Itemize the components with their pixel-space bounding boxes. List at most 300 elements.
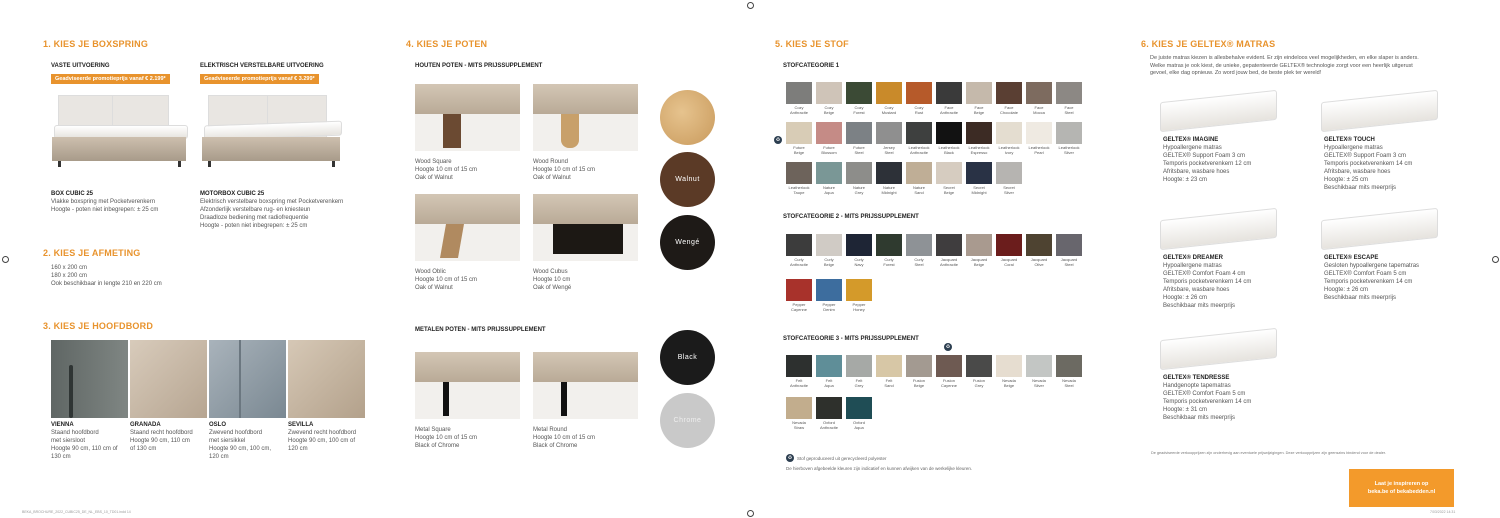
mattress-line: Afritsbare, wasbare hoes xyxy=(1324,169,1391,175)
fabric-label: Jersey Steel xyxy=(883,145,895,155)
mattress-line: Hoogte: ± 23 cm xyxy=(1163,177,1207,183)
fabric-swatch[interactable] xyxy=(1056,234,1082,267)
leg-line: Hoogte 10 cm xyxy=(533,277,571,283)
fabric-label: Fusion Beige xyxy=(912,378,925,388)
fabric-label: Jacquard Anthracite xyxy=(939,257,958,267)
fabric-label: Leatherlook Black xyxy=(938,145,960,155)
mattress-line: Hoogte: ± 25 cm xyxy=(1324,177,1368,183)
intro-line: Welke matras je ook kiest, de unieke, gepatenteerde GELTEX® technologie zorgt voor een heerlijk uitgerust xyxy=(1150,62,1413,69)
fabric-label: Leatherlook Ivory xyxy=(998,145,1020,155)
fabric-swatch[interactable] xyxy=(966,82,992,115)
leg-line: Oak of Walnut xyxy=(415,285,453,291)
registration-mark xyxy=(1492,256,1499,263)
registration-mark xyxy=(747,510,754,517)
fabric-swatch[interactable] xyxy=(816,234,842,267)
fabric-swatch[interactable] xyxy=(996,82,1022,115)
fabric-swatch[interactable] xyxy=(936,162,962,195)
headboard-line: 120 cm xyxy=(209,454,229,460)
cta-line: Laat je inspireren op xyxy=(1374,481,1429,487)
finish-swatch xyxy=(660,90,715,145)
fabric-label: Nature Aqua xyxy=(822,185,835,195)
headboard-line: Zwevend hoofdbord xyxy=(209,430,263,436)
size-option: 160 x 200 cm xyxy=(51,265,88,271)
finish-swatch xyxy=(660,393,715,448)
headboard-line: Staand hoofdbord xyxy=(51,430,99,436)
fabric-label: Secret Midnight xyxy=(971,185,987,195)
fabric-label: Curly Beige xyxy=(823,257,835,267)
fabric-label: Jacquard Steel xyxy=(1060,257,1078,267)
headboard-line: Hoogte 90 cm, 100 cm of xyxy=(288,438,356,444)
fabric-color xyxy=(846,279,872,301)
fabric-color xyxy=(1056,355,1082,377)
fabric-swatch[interactable] xyxy=(906,82,932,115)
fabric-label: Curly Navy xyxy=(854,257,864,267)
headboard-sevilla-text xyxy=(288,421,365,453)
mattress-image xyxy=(1321,208,1438,250)
leg-line: Wood Oblic xyxy=(415,269,446,275)
size-option: Ook beschikbaar in lengte 210 en 220 cm xyxy=(51,281,162,287)
intro-line: De juiste matras kiezen is allesbehalve evident. Er zijn eindeloos veel mogelijkheden, en elke slaper is anders. xyxy=(1150,55,1419,61)
mattress-line: Beschikbaar mits meerprijs xyxy=(1163,303,1236,309)
finish-swatch xyxy=(660,330,715,385)
leg-image xyxy=(533,352,638,419)
fabric-label: Felt Sand xyxy=(884,378,894,388)
headboard-name: VIENNA xyxy=(51,422,74,428)
fixed-promo-badge: Geadviseerde promotieprijs vanaf € 2.199* xyxy=(51,74,170,84)
leg-line: Hoogte 10 cm of 15 cm xyxy=(533,167,596,173)
intro-line: gevoel, elke dag opnieuw. Zo word jouw bed, de beste plek ter wereld! xyxy=(1150,70,1322,76)
recycled-icon: ♻ xyxy=(945,344,951,350)
fabric-color xyxy=(786,82,812,104)
leg-image xyxy=(415,84,520,151)
motorbox-line: Hoogte - poten niet inbegrepen: ± 25 cm xyxy=(200,223,308,229)
fabric-color xyxy=(846,355,872,377)
headboard-line: Hoogte 90 cm, 110 cm xyxy=(130,438,190,444)
fabric-color xyxy=(996,355,1022,377)
finish-swatch xyxy=(660,152,715,207)
fabric-label: Jacquard Beige xyxy=(970,257,988,267)
headboard-line: of 130 cm xyxy=(130,446,157,452)
fabric-color xyxy=(816,162,842,184)
fabric-label: Nevada Beige xyxy=(1002,378,1016,388)
fabric-swatch[interactable] xyxy=(876,162,902,195)
fabric-swatch[interactable] xyxy=(996,234,1022,267)
fabric-color xyxy=(786,279,812,301)
fabric-swatch[interactable] xyxy=(786,355,812,388)
electric-version-label: ELEKTRISCH VERSTELBARE UITVOERING xyxy=(200,63,324,69)
mattress-line: Temporis pocketverenkern 14 cm xyxy=(1163,279,1252,285)
mattress-name: GELTEX® TENDRESSE xyxy=(1163,375,1230,381)
motorbox-line: Draadloze bediening met radiofrequentie xyxy=(200,215,309,221)
fabric-color xyxy=(1056,82,1082,104)
leg-line: Black of Chrome xyxy=(415,443,460,449)
mattress-image xyxy=(1160,90,1277,132)
fabric-label: Pepper Honey xyxy=(852,302,866,312)
box-cubic-description xyxy=(51,190,196,214)
leg-description xyxy=(415,158,525,182)
fabric-category-2-title: STOFCATEGORIE 2 - MITS PRIJSSUPPLEMENT xyxy=(783,214,919,220)
fabric-color xyxy=(846,397,872,419)
leg-image xyxy=(415,352,520,419)
metal-legs-title: METALEN POTEN - MITS PRIJSSUPPLEMENT xyxy=(415,327,546,333)
fabric-swatch[interactable] xyxy=(936,234,962,267)
box-cubic-line: Vlakke boxspring met Pocketverenkern xyxy=(51,199,156,205)
fabric-color xyxy=(936,82,962,104)
motorbox-line: Elektrisch verstelbare boxspring met Pocketverenkern xyxy=(200,199,344,205)
section-title-mattress: 6. KIES JE GELTEX® MATRAS xyxy=(1141,39,1276,49)
fabric-color xyxy=(1026,355,1052,377)
fabric-color xyxy=(1056,234,1082,256)
fabric-label: Leatherlook Taupe xyxy=(788,185,810,195)
fabric-label: Secret Silver xyxy=(1003,185,1015,195)
fabric-label: Cozy Forest xyxy=(853,105,865,115)
fabric-color xyxy=(966,355,992,377)
fabric-label: Felt Grey xyxy=(854,378,864,388)
box-cubic-name: BOX CUBIC 25 xyxy=(51,191,94,197)
fabric-swatch[interactable] xyxy=(816,279,842,312)
fabric-color xyxy=(906,355,932,377)
mattress-line: Hypoallergene matras xyxy=(1163,145,1222,151)
mattress-line: Temporis pocketverenkern 14 cm xyxy=(1324,279,1413,285)
leg-description xyxy=(415,426,525,450)
fabric-color xyxy=(786,355,812,377)
mattress-line: GELTEX® Comfort Foam 4 cm xyxy=(1163,271,1246,277)
fabric-label: Pepper Cayenne xyxy=(790,302,807,312)
leg-image xyxy=(533,194,638,261)
leg-image xyxy=(533,84,638,151)
fabric-color xyxy=(876,355,902,377)
fabric-label: Leatherlook Pearl xyxy=(1028,145,1050,155)
fabric-swatch[interactable] xyxy=(966,234,992,267)
mattress-line: Temporis pocketverenkern 14 cm xyxy=(1163,399,1252,405)
fabric-swatch[interactable] xyxy=(1056,122,1082,155)
fabric-swatch[interactable] xyxy=(816,82,842,115)
fabric-label: Leatherlook Anthracite xyxy=(908,145,930,155)
mattress-line: GELTEX® Comfort Foam 5 cm xyxy=(1324,271,1407,277)
mattress-line: Temporis pocketverenkern 14 cm xyxy=(1324,161,1413,167)
headboard-line: Staand recht hoofdbord xyxy=(130,430,193,436)
fabric-label: Oxford Anthracite xyxy=(819,420,838,430)
fabric-label: Fusion Cayenne xyxy=(940,378,957,388)
fabric-swatch[interactable] xyxy=(846,397,872,430)
fabric-swatch[interactable] xyxy=(846,234,872,267)
fabric-color xyxy=(816,355,842,377)
fabric-swatch[interactable] xyxy=(846,162,872,195)
fabric-swatch[interactable] xyxy=(786,162,812,195)
fabric-label: Nature Midnight xyxy=(881,185,897,195)
recycled-icon: ♻ xyxy=(775,137,781,143)
leg-line: Metal Round xyxy=(533,427,568,433)
mattress-name: GELTEX® TOUCH xyxy=(1324,137,1375,143)
electric-promo-badge: Geadviseerde promotieprijs vanaf € 3.299* xyxy=(200,74,319,84)
recycled-note: Stof geproduceerd uit gerecycleerd polyester xyxy=(797,456,887,461)
fabric-color xyxy=(816,397,842,419)
headboard-vienna-image xyxy=(51,340,128,418)
fabric-swatch[interactable] xyxy=(906,234,932,267)
fabric-label: Oxford Aqua xyxy=(852,420,865,430)
leg-line: Hoogte 10 cm of 15 cm xyxy=(533,435,596,441)
headboard-name: OSLO xyxy=(209,422,227,428)
fabric-label: Future Steel xyxy=(853,145,865,155)
fabric-swatch[interactable] xyxy=(966,355,992,388)
mattress-name: GELTEX® DREAMER xyxy=(1163,255,1223,261)
fabric-swatch[interactable] xyxy=(816,122,842,155)
fabric-color xyxy=(1026,82,1052,104)
fabric-color xyxy=(876,234,902,256)
registration-mark xyxy=(747,2,754,9)
fabric-label: Felt Anthracite xyxy=(789,378,808,388)
mattress-image xyxy=(1160,328,1277,370)
fabric-swatch[interactable] xyxy=(816,162,842,195)
leg-line: Hoogte 10 cm of 15 cm xyxy=(415,435,478,441)
fabric-label: Cozy Beige xyxy=(823,105,835,115)
headboard-granada-text xyxy=(130,421,207,453)
fabric-swatch[interactable] xyxy=(1026,234,1052,267)
motorbox-cubic-bed-image xyxy=(200,95,345,170)
headboard-name: SEVILLA xyxy=(288,422,314,428)
fabric-swatch[interactable] xyxy=(786,234,812,267)
fabric-label: Future Beige xyxy=(793,145,805,155)
mattress-description xyxy=(1163,136,1313,184)
leg-line: Oak of Walnut xyxy=(415,175,453,181)
leg-description xyxy=(533,268,643,292)
section-title-fabric: 5. KIES JE STOF xyxy=(775,39,849,49)
leg-line: Black of Chrome xyxy=(533,443,578,449)
fabric-color xyxy=(786,122,812,144)
headboard-vienna-text xyxy=(51,421,128,461)
mattress-line: Temporis pocketverenkern 12 cm xyxy=(1163,161,1252,167)
fabric-label: Cozy Anthracite xyxy=(789,105,808,115)
leg-line: Oak of Wengé xyxy=(533,285,572,291)
mattress-intro xyxy=(1150,55,1460,78)
fabric-color xyxy=(846,82,872,104)
leg-description xyxy=(533,158,643,182)
registration-mark xyxy=(2,256,9,263)
fabric-label: Nature Grey xyxy=(852,185,865,195)
leg-description xyxy=(415,268,525,292)
fabric-swatch[interactable] xyxy=(1026,122,1052,155)
fabric-label: Leatherlook Espresso xyxy=(968,145,990,155)
motorbox-cubic-name: MOTORBOX CUBIC 25 xyxy=(200,191,265,197)
headboard-line: 130 cm xyxy=(51,454,71,460)
size-list xyxy=(51,264,251,288)
fabric-label: Face Mocca xyxy=(1033,105,1045,115)
fabric-color xyxy=(966,234,992,256)
fabric-swatch[interactable] xyxy=(846,355,872,388)
fabric-swatch[interactable] xyxy=(786,82,812,115)
fabric-label: Face Beige xyxy=(973,105,985,115)
recycled-icon: ♻ xyxy=(787,455,793,461)
mattress-description xyxy=(1163,254,1313,310)
fabric-label: Curly Anthracite xyxy=(789,257,808,267)
fabric-swatch[interactable] xyxy=(846,122,872,155)
fabric-swatch[interactable] xyxy=(876,82,902,115)
leg-line: Wood Round xyxy=(533,159,568,165)
mattress-line: Hoogte: ± 26 cm xyxy=(1324,287,1368,293)
fabric-color xyxy=(996,82,1022,104)
fabric-color xyxy=(996,122,1022,144)
fabric-swatch[interactable] xyxy=(966,122,992,155)
leg-line: Wood Cubus xyxy=(533,269,568,275)
mattress-image xyxy=(1160,208,1277,250)
mattress-line: Handgenopte tapematras xyxy=(1163,383,1231,389)
fabric-color xyxy=(936,355,962,377)
mattress-description xyxy=(1163,374,1313,422)
mattress-description xyxy=(1324,254,1474,302)
box-cubic-bed-image xyxy=(50,95,190,170)
fabric-label: Future Blossom xyxy=(821,145,837,155)
fabric-label: Face Steel xyxy=(1064,105,1074,115)
fabric-label: Cozy Rust xyxy=(914,105,924,115)
fabric-swatch[interactable] xyxy=(816,355,842,388)
headboard-oslo-image xyxy=(209,340,286,418)
headboard-line: met siersikkel xyxy=(209,438,246,444)
fabric-swatch[interactable] xyxy=(936,82,962,115)
mattress-line: Beschikbaar mits meerprijs xyxy=(1324,185,1397,191)
fabric-label: Curly Steel xyxy=(914,257,924,267)
fabric-label: Nevada Steel xyxy=(1062,378,1076,388)
fabric-swatch[interactable] xyxy=(936,122,962,155)
cta-line: beka.be of bekabedden.nl xyxy=(1367,489,1436,495)
fabric-color xyxy=(906,162,932,184)
fabric-swatch[interactable] xyxy=(996,122,1022,155)
fabric-swatch[interactable] xyxy=(846,279,872,312)
fabric-color xyxy=(996,162,1022,184)
headboard-line: 120 cm xyxy=(288,446,308,452)
fabric-color xyxy=(906,122,932,144)
mattress-line: Afritsbare, wasbare hoes xyxy=(1163,169,1230,175)
section-title-size: 2. KIES JE AFMETING xyxy=(43,248,141,258)
fabric-swatch[interactable] xyxy=(876,234,902,267)
leg-line: Metal Square xyxy=(415,427,451,433)
wood-legs-title: HOUTEN POTEN - MITS PRIJSSUPPLEMENT xyxy=(415,63,543,69)
fabric-swatch[interactable] xyxy=(906,122,932,155)
fabric-color xyxy=(786,162,812,184)
leg-line: Oak of Walnut xyxy=(533,175,571,181)
fabric-swatch[interactable] xyxy=(906,355,932,388)
fabric-swatch[interactable] xyxy=(1026,82,1052,115)
mattress-image xyxy=(1321,90,1438,132)
fabric-label: Nature Sand xyxy=(912,185,925,195)
section-title-boxspring: 1. KIES JE BOXSPRING xyxy=(43,39,149,49)
mattress-line: GELTEX® Comfort Foam 5 cm xyxy=(1163,391,1246,397)
fabric-label: Pepper Denim xyxy=(822,302,836,312)
fabric-swatch[interactable] xyxy=(816,397,842,430)
fabric-swatch[interactable] xyxy=(1026,355,1052,388)
section-title-legs: 4. KIES JE POTEN xyxy=(406,39,488,49)
headboard-granada-image xyxy=(130,340,207,418)
fabric-category-3-title: STOFCATEGORIE 3 - MITS PRIJSSUPPLEMENT xyxy=(783,336,919,342)
finish-swatch xyxy=(660,215,715,270)
fabric-swatch[interactable] xyxy=(906,162,932,195)
fabric-label: Curly Forest xyxy=(883,257,895,267)
fabric-color xyxy=(786,234,812,256)
fabric-label: Cozy Mustard xyxy=(881,105,897,115)
fabric-swatch[interactable] xyxy=(876,122,902,155)
fabric-label: Jacquard Coral xyxy=(1000,257,1018,267)
headboard-name: GRANADA xyxy=(130,422,161,428)
mattress-line: Hoogte: ± 26 cm xyxy=(1163,295,1207,301)
print-slug-right: 7/03/2022 14:31 xyxy=(1430,510,1456,514)
fabric-color xyxy=(996,234,1022,256)
mattress-line: Hypoallergene matras xyxy=(1324,145,1383,151)
fabric-label: Face Anthracite xyxy=(939,105,958,115)
mattress-line: Beschikbaar mits meerprijs xyxy=(1163,415,1236,421)
fabric-color xyxy=(816,234,842,256)
fabric-color xyxy=(876,162,902,184)
headboard-line: Zwevend recht hoofdbord xyxy=(288,430,357,436)
inspiration-cta-box[interactable] xyxy=(1349,469,1454,507)
mattress-description xyxy=(1324,136,1474,192)
fabric-color xyxy=(1026,122,1052,144)
fabric-label: Face Chocolate xyxy=(999,105,1018,115)
fabric-color xyxy=(936,122,962,144)
fabric-swatch[interactable] xyxy=(786,122,812,155)
headboard-line: Hoogte 90 cm, 100 cm, xyxy=(209,446,272,452)
fabric-swatch[interactable] xyxy=(876,355,902,388)
fabric-swatch[interactable] xyxy=(786,279,812,312)
fabric-color xyxy=(1056,122,1082,144)
fabric-swatch[interactable] xyxy=(846,82,872,115)
fabric-swatch[interactable] xyxy=(966,162,992,195)
size-option: 180 x 200 cm xyxy=(51,273,88,279)
fabric-label: Felt Aqua xyxy=(824,378,834,388)
motorbox-cubic-description xyxy=(200,190,360,230)
fabric-swatch[interactable] xyxy=(786,397,812,430)
leg-line: Hoogte 10 cm of 15 cm xyxy=(415,277,478,283)
fabric-swatch[interactable] xyxy=(1056,355,1082,388)
fabric-color xyxy=(816,82,842,104)
fabric-swatch[interactable] xyxy=(1056,82,1082,115)
mattress-line: Hoogte: ± 31 cm xyxy=(1163,407,1207,413)
leg-line: Wood Square xyxy=(415,159,452,165)
fabric-label: Nevada Straw xyxy=(792,420,806,430)
fabric-color xyxy=(846,122,872,144)
fabric-color xyxy=(966,162,992,184)
leg-image xyxy=(415,194,520,261)
fabric-color xyxy=(786,397,812,419)
mattress-line: Beschikbaar mits meerprijs xyxy=(1324,295,1397,301)
fabric-color xyxy=(906,234,932,256)
fabric-swatch[interactable] xyxy=(936,355,962,388)
fabric-label: Secret Beige xyxy=(943,185,955,195)
fabric-label: Nevada Silver xyxy=(1032,378,1046,388)
motorbox-line: Afzonderlijk verstelbare rug- en kniesteun xyxy=(200,207,311,213)
fixed-version-label: VASTE UITVOERING xyxy=(51,63,110,69)
fabric-color xyxy=(936,234,962,256)
fabric-color xyxy=(936,162,962,184)
price-footnote: De geadviseerde verkoopprijzen zijn onderhevig aan eventuele prijswijzigingen. Deze verkoopprijzen zijn geenszins bindend voor de dealer. xyxy=(1151,451,1386,455)
fabric-color xyxy=(966,122,992,144)
finish-label: Chrome xyxy=(673,417,702,424)
fabric-swatch[interactable] xyxy=(996,162,1022,195)
fabric-swatch[interactable] xyxy=(996,355,1022,388)
leg-description xyxy=(533,426,643,450)
mattress-name: GELTEX® ESCAPE xyxy=(1324,255,1379,261)
finish-label: Black xyxy=(677,354,698,361)
box-cubic-line: Hoogte - poten niet inbegrepen: ± 25 cm xyxy=(51,207,159,213)
finish-label: Walnut xyxy=(675,176,700,183)
mattress-line: Gesloten hypoallergene tapematras xyxy=(1324,263,1420,269)
section-title-headboard: 3. KIES JE HOOFDBORD xyxy=(43,321,154,331)
fabric-color xyxy=(816,279,842,301)
leg-line: Hoogte 10 cm of 15 cm xyxy=(415,167,478,173)
mattress-line: GELTEX® Support Foam 3 cm xyxy=(1324,153,1407,159)
fabric-label: Jacquard Olive xyxy=(1030,257,1048,267)
mattress-line: Hypoallergene matras xyxy=(1163,263,1222,269)
mattress-name: GELTEX® IMAGINE xyxy=(1163,137,1219,143)
print-slug-left: BEKA_BROCHURE_2022_CUBIC25_DE_NL_EBS_10_TD01.indd 14 xyxy=(22,510,131,514)
